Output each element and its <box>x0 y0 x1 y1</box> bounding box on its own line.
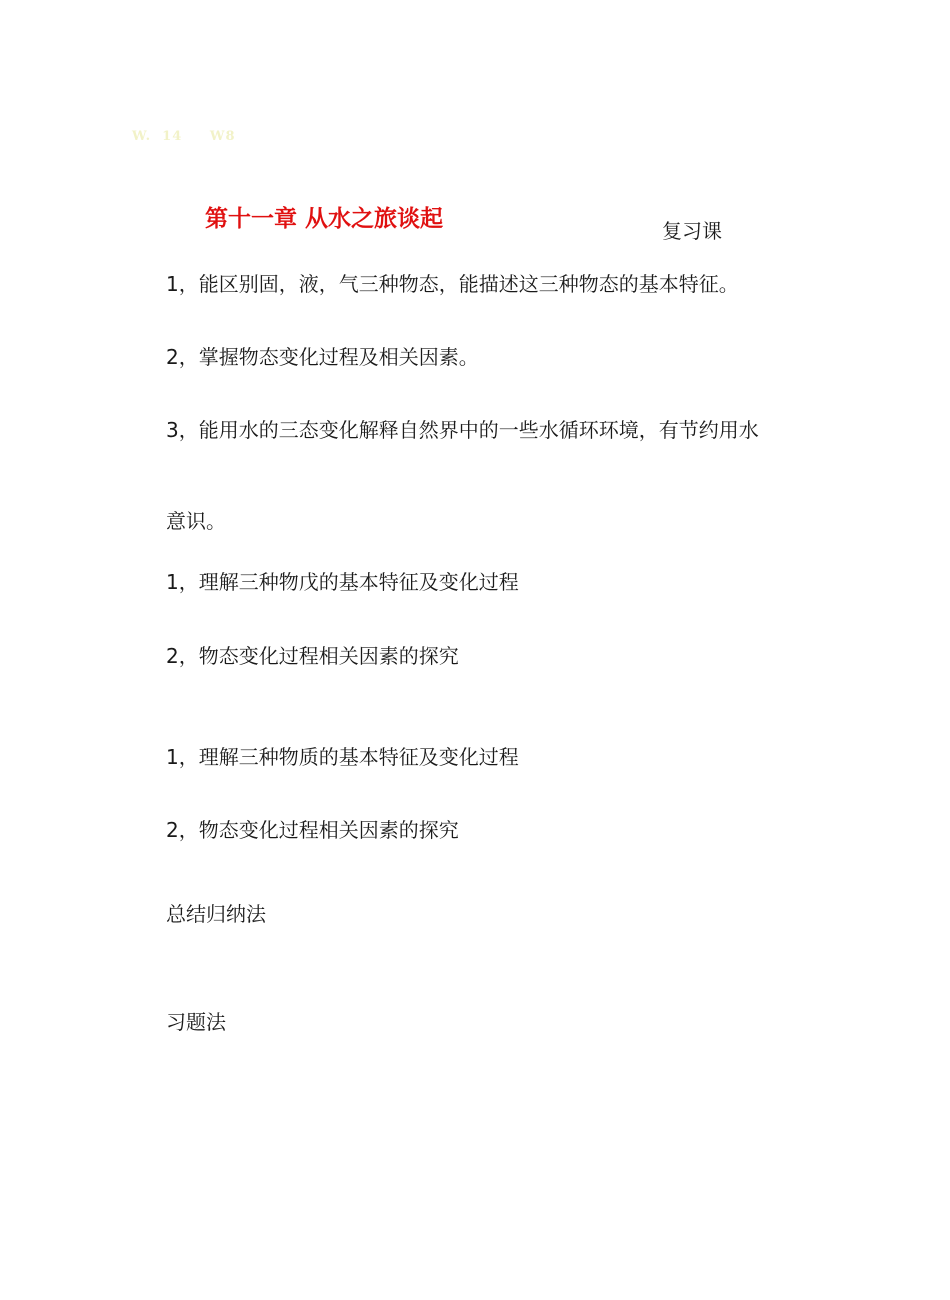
chapter-title: 第十一章 从水之旅谈起 <box>205 205 444 232</box>
watermark-text: W. 14 W8 <box>132 129 236 144</box>
key-point-1: 1，理解三种物戊的基本特征及变化过程 <box>166 570 519 594</box>
objective-3: 3，能用水的三态变化解释自然界中的一些水循环环境，有节约用水 <box>166 418 759 442</box>
difficult-point-2: 2，物态变化过程相关因素的探究 <box>166 818 459 842</box>
method-summary: 总结归纳法 <box>166 902 266 926</box>
review-label: 复习课 <box>662 219 722 243</box>
objective-3-continued: 意识。 <box>166 509 226 533</box>
key-point-2: 2，物态变化过程相关因素的探究 <box>166 644 459 668</box>
objective-1: 1，能区别固，液，气三种物态，能描述这三种物态的基本特征。 <box>166 272 739 296</box>
method-exercise: 习题法 <box>166 1010 226 1034</box>
difficult-point-1: 1，理解三种物质的基本特征及变化过程 <box>166 745 519 769</box>
objective-2: 2，掌握物态变化过程及相关因素。 <box>166 345 479 369</box>
